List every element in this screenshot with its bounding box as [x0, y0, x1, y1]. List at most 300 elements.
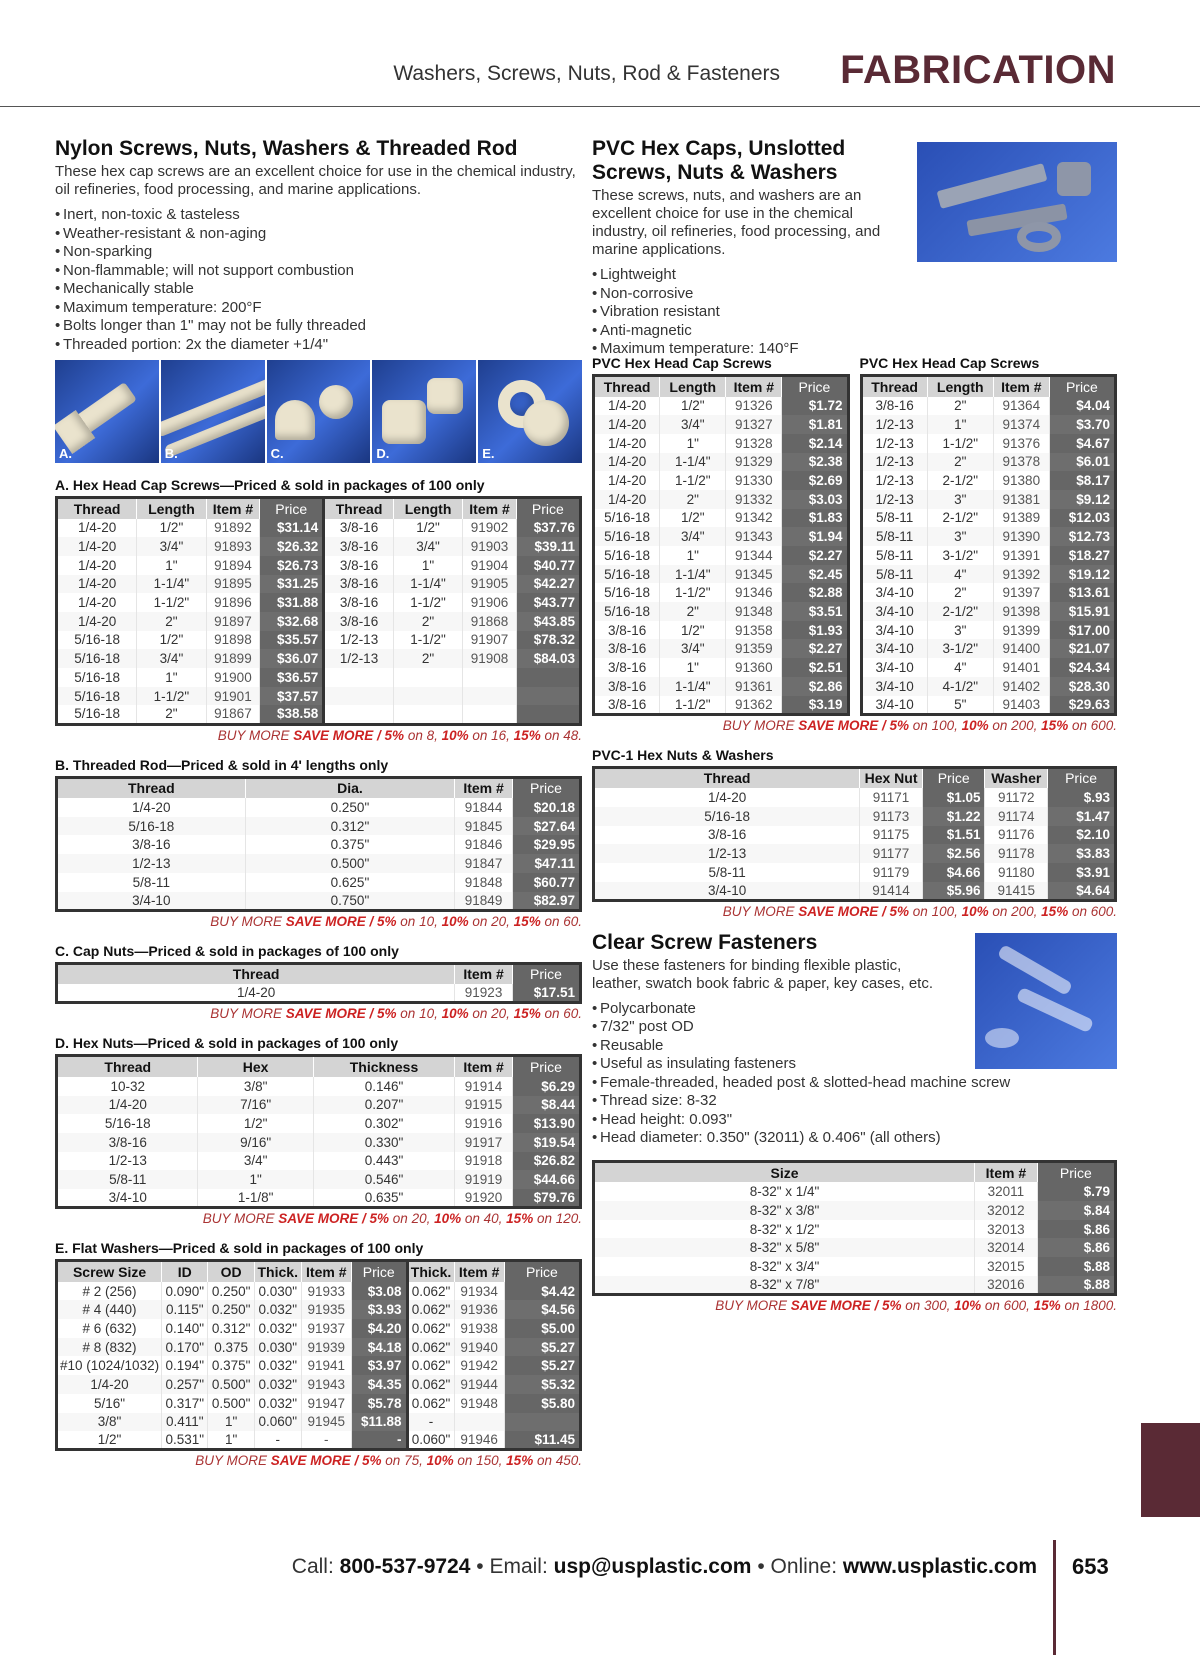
column-header: Screw Size — [57, 1261, 162, 1282]
table-cell: $12.73 — [1049, 527, 1115, 546]
column-header: Hex — [198, 1056, 313, 1077]
table-cell: $20.18 — [512, 798, 580, 817]
table-cell: 5/16-18 — [594, 583, 660, 602]
table-row — [57, 537, 581, 556]
bullet-item: • Non-sparking — [55, 243, 582, 262]
table-row — [594, 415, 849, 434]
table-cell: 3/8-16 — [324, 556, 394, 575]
table-cell: 2" — [927, 583, 993, 602]
table-row — [594, 788, 1116, 807]
table-cell: - — [254, 1431, 301, 1450]
table-cell: 91948 — [454, 1394, 504, 1413]
table-cell: 91918 — [455, 1152, 513, 1171]
table-cell: $1.05 — [922, 788, 985, 807]
bullet-item: • Non-flammable; will not support combustion — [55, 262, 582, 281]
table-cell: $31.14 — [260, 519, 324, 538]
table-row — [57, 687, 581, 706]
table-cell: 8-32" x 1/4" — [594, 1182, 975, 1201]
table-row — [594, 490, 849, 509]
table-cell: 3/4-10 — [861, 658, 927, 677]
column-header: Thread — [57, 777, 246, 798]
table-cell: 1" — [660, 434, 726, 453]
table-cell — [516, 687, 580, 706]
table-cell: 2" — [393, 649, 463, 668]
table-row — [594, 471, 849, 490]
table-cell: $4.64 — [1048, 882, 1116, 901]
column-header: Price — [922, 767, 985, 788]
table-cell: 5/8-11 — [57, 1170, 198, 1189]
table-cell: 5/8-11 — [861, 546, 927, 565]
table-cell: 91917 — [455, 1133, 513, 1152]
table-cell: 5/16-18 — [57, 631, 137, 650]
table-cell: 3/4" — [198, 1152, 313, 1171]
table-cell: 5/16-18 — [57, 1114, 198, 1133]
table-cell: $29.63 — [1049, 696, 1115, 715]
table-header-row — [57, 1056, 581, 1077]
column-header: Price — [260, 498, 324, 519]
table-cell: $.88 — [1037, 1257, 1115, 1276]
table-cell: 91380 — [993, 471, 1049, 490]
table-cell: $.86 — [1037, 1238, 1115, 1257]
table-cell: 0.140" — [162, 1319, 208, 1338]
page-number: 653 — [1072, 1554, 1109, 1579]
table-cell: 1/4-20 — [594, 434, 660, 453]
table-cell: 91343 — [726, 527, 782, 546]
table-cell: 0.032" — [254, 1394, 301, 1413]
column-header: Price — [1048, 767, 1116, 788]
table-clear-fasteners — [592, 1160, 1117, 1296]
table-hex-head-cap-screws — [55, 496, 582, 726]
table-cell: 3-1/2" — [927, 639, 993, 658]
table-cell: 1/4-20 — [594, 471, 660, 490]
table-cell: 1" — [208, 1413, 254, 1432]
table-row — [861, 490, 1116, 509]
table-cell: 0.032" — [254, 1375, 301, 1394]
table-cell: 3/4-10 — [861, 621, 927, 640]
table-cell: $5.80 — [504, 1394, 580, 1413]
column-header: Price — [516, 498, 580, 519]
table-cell: 0.443" — [313, 1152, 454, 1171]
table-cell: 0.115" — [162, 1300, 208, 1319]
table-cell: 91402 — [993, 677, 1049, 696]
table-row — [594, 658, 849, 677]
table-cell: 1/4-20 — [57, 556, 137, 575]
table-cell: 1/4-20 — [57, 1096, 198, 1115]
table-cell: 3/4" — [660, 527, 726, 546]
table-cell: 1" — [137, 668, 207, 687]
table-cell: 3/4" — [137, 649, 207, 668]
table-cell: 8-32" x 7/8" — [594, 1276, 975, 1295]
table-a-buy-more: BUY MORE SAVE MORE / 5% on 8, 10% on 16, 15% on 48. — [217, 727, 582, 743]
table-cell: 91939 — [301, 1338, 351, 1357]
table-cell: 0.750" — [245, 892, 455, 911]
table-row — [861, 602, 1116, 621]
table-cell: 0.250" — [208, 1282, 254, 1301]
table-row — [861, 621, 1116, 640]
table-cell: $19.54 — [512, 1133, 580, 1152]
table-cell: 5/8-11 — [57, 873, 246, 892]
photo-pvc-hardware — [917, 142, 1117, 262]
table-cell: $3.97 — [351, 1356, 407, 1375]
nylon-bullets — [55, 206, 582, 354]
table-cell: 3/8-16 — [324, 575, 394, 594]
table-cell: 91933 — [301, 1282, 351, 1301]
table-cell: $84.03 — [516, 649, 580, 668]
table-row — [57, 1114, 581, 1133]
table-cell: 1/2" — [57, 1431, 162, 1450]
table-cell: 0.062" — [407, 1338, 454, 1357]
table-cell: 0.302" — [313, 1114, 454, 1133]
table-row — [57, 1319, 581, 1338]
table-cell: 32016 — [975, 1276, 1038, 1295]
table-row — [594, 826, 1116, 845]
table-row — [594, 1182, 1116, 1201]
photo-hex-cap-screw: A. — [55, 360, 159, 463]
table-cell: 1-1/4" — [393, 575, 463, 594]
table-cell: 5/16-18 — [594, 546, 660, 565]
table-pvc-cap-screws-2 — [860, 374, 1118, 716]
table-cell: 91903 — [463, 537, 516, 556]
table-cell: $17.51 — [512, 984, 580, 1003]
table-cell: 91849 — [455, 892, 513, 911]
table-cell: 91403 — [993, 696, 1049, 715]
column-header: Price — [782, 376, 848, 397]
clear-buy-more: BUY MORE SAVE MORE / 5% on 300, 10% on 600, 15% on 1800. — [715, 1297, 1117, 1313]
table-cell: 0.625" — [245, 873, 455, 892]
table-row — [861, 696, 1116, 715]
table-cell: 3/4-10 — [861, 602, 927, 621]
table-cell: $28.30 — [1049, 677, 1115, 696]
section-tab — [1141, 1423, 1200, 1517]
table-cell: 1/4-20 — [594, 788, 860, 807]
table-cell: $5.78 — [351, 1394, 407, 1413]
bullet-item: • Thread size: 8-32 — [592, 1092, 1117, 1111]
bullet-item: • Useful as insulating fasteners — [592, 1055, 1117, 1074]
photo-threaded-rod: B. — [161, 360, 265, 463]
table-row — [594, 527, 849, 546]
table-header-row — [594, 376, 849, 397]
bullet-item: • Anti-magnetic — [592, 322, 892, 341]
table-cell: 3/4-10 — [57, 892, 246, 911]
table-cell: 91898 — [206, 631, 259, 650]
table-cell: $.84 — [1037, 1201, 1115, 1220]
table-cell — [463, 668, 516, 687]
table-cell: 91946 — [454, 1431, 504, 1450]
table-cell: 91171 — [860, 788, 923, 807]
table-cell: 1/4-20 — [594, 490, 660, 509]
table-cell: $26.32 — [260, 537, 324, 556]
table-cell: 91937 — [301, 1319, 351, 1338]
table-cell: 91390 — [993, 527, 1049, 546]
table-row — [57, 1170, 581, 1189]
table-cell: 3/8-16 — [594, 696, 660, 715]
table-cell: $36.07 — [260, 649, 324, 668]
column-header: Price — [512, 1056, 580, 1077]
table-cell: $5.27 — [504, 1356, 580, 1375]
table-cell: 91345 — [726, 565, 782, 584]
photo-cap-nut: C. — [267, 360, 371, 463]
table-cell: 1-1/2" — [137, 593, 207, 612]
column-header: Length — [137, 498, 207, 519]
table-cell — [393, 705, 463, 724]
table-cell: 0.032" — [254, 1356, 301, 1375]
table-cell: 1-1/2" — [393, 631, 463, 650]
table-cell: 91940 — [454, 1338, 504, 1357]
table-cell: 1" — [137, 556, 207, 575]
table-cell: $1.94 — [782, 527, 848, 546]
table-row — [861, 583, 1116, 602]
table-cell: 3/8-16 — [594, 658, 660, 677]
table-header-row — [861, 376, 1116, 397]
table-cell: $2.27 — [782, 546, 848, 565]
table-row — [57, 892, 581, 911]
table-cell: $35.57 — [260, 631, 324, 650]
table-cell: $2.51 — [782, 658, 848, 677]
table-cell: $2.88 — [782, 583, 848, 602]
table-cell: 1/2" — [137, 519, 207, 538]
table-row — [57, 1133, 581, 1152]
table-cell: 1" — [927, 415, 993, 434]
table-cell: $9.12 — [1049, 490, 1115, 509]
table-row — [594, 434, 849, 453]
table-hex-nuts — [55, 1054, 582, 1209]
table-cell: $3.19 — [782, 696, 848, 715]
table-cell: 91359 — [726, 639, 782, 658]
website-link[interactable]: www.usplastic.com — [842, 1555, 1037, 1578]
table-cell: 91376 — [993, 434, 1049, 453]
table-cell: 91900 — [206, 668, 259, 687]
table-cell: 2" — [660, 602, 726, 621]
table-cell: 1-1/2" — [660, 471, 726, 490]
table-cell: $1.83 — [782, 509, 848, 528]
table-cell: 2" — [927, 453, 993, 472]
table-d-buy-more: BUY MORE SAVE MORE / 5% on 20, 10% on 40, 15% on 120. — [202, 1211, 582, 1227]
column-header: Item # — [455, 777, 513, 798]
table-cell: 5/8-11 — [861, 565, 927, 584]
table-header-row — [594, 1161, 1116, 1182]
table-cell: 91938 — [454, 1319, 504, 1338]
table-row — [57, 575, 581, 594]
table-cell: 1/4-20 — [594, 397, 660, 416]
table-cell: 2" — [927, 397, 993, 416]
table-cell: 3/8" — [57, 1413, 162, 1432]
table-cell: # 6 (632) — [57, 1319, 162, 1338]
table-cell: 91414 — [860, 882, 923, 901]
table-c-buy-more: BUY MORE SAVE MORE / 5% on 10, 10% on 20, 15% on 60. — [210, 1006, 582, 1022]
table-cell: 91945 — [301, 1413, 351, 1432]
column-header: Length — [393, 498, 463, 519]
column-header: Thick. — [254, 1261, 301, 1282]
table-cell: 1/2" — [660, 397, 726, 416]
table-row — [57, 1431, 581, 1450]
email-link[interactable]: usp@usplastic.com — [553, 1555, 752, 1578]
table-cell: 91897 — [206, 612, 259, 631]
table-cell: # 4 (440) — [57, 1300, 162, 1319]
table-cell: $2.14 — [782, 434, 848, 453]
table-cell: $38.58 — [260, 705, 324, 724]
table-cell: 91364 — [993, 397, 1049, 416]
table-cell: $8.44 — [512, 1096, 580, 1115]
table-cell: 3/8-16 — [57, 1133, 198, 1152]
table-cell: 5/16-18 — [57, 649, 137, 668]
table-row — [594, 844, 1116, 863]
table-cell: 1/2-13 — [861, 490, 927, 509]
table-cell: 5/16-18 — [57, 687, 137, 706]
table-row — [57, 612, 581, 631]
table-row — [594, 621, 849, 640]
column-header: Thick. — [407, 1261, 454, 1282]
table-cell: 5/16-18 — [594, 602, 660, 621]
table-row — [57, 1189, 581, 1208]
table-cell: 91847 — [455, 854, 513, 873]
table-cell — [504, 1413, 580, 1432]
table-cell: $37.57 — [260, 687, 324, 706]
column-header: Item # — [726, 376, 782, 397]
column-header: Thread — [861, 376, 927, 397]
table-cell: 91893 — [206, 537, 259, 556]
table-cell: 3/4" — [137, 537, 207, 556]
table-cell: 2-1/2" — [927, 509, 993, 528]
photo-hex-nut: D. — [372, 360, 476, 463]
column-header: Price — [512, 777, 580, 798]
table-cell: $4.20 — [351, 1319, 407, 1338]
table-cell: 0.062" — [407, 1356, 454, 1375]
bullet-item: • Female-threaded, headed post & slotted-head machine screw — [592, 1074, 1117, 1093]
table-cell: $2.38 — [782, 453, 848, 472]
table-cell: 0.090" — [162, 1282, 208, 1301]
table-row — [57, 1077, 581, 1096]
table-cell: 91398 — [993, 602, 1049, 621]
table-cell: $3.70 — [1049, 415, 1115, 434]
table-cell: 0.312" — [208, 1319, 254, 1338]
table-row — [594, 882, 1116, 901]
table-header-row — [57, 498, 581, 519]
table-cell: 32011 — [975, 1182, 1038, 1201]
table-c-title: C. Cap Nuts—Priced & sold in packages of 100 only — [55, 942, 399, 959]
table-cell: 5/16-18 — [57, 668, 137, 687]
table-cell: 91936 — [454, 1300, 504, 1319]
table-cell: - — [351, 1431, 407, 1450]
table-cell: $6.01 — [1049, 453, 1115, 472]
table-cell: 91342 — [726, 509, 782, 528]
table-cell: 3" — [927, 490, 993, 509]
table-cell: 0.062" — [407, 1300, 454, 1319]
table-cell: $17.00 — [1049, 621, 1115, 640]
table-cell: 1/4-20 — [57, 798, 246, 817]
photo-flat-washer: E. — [478, 360, 582, 463]
table-cell: 32014 — [975, 1238, 1038, 1257]
table-cell: 3/8-16 — [324, 593, 394, 612]
table-row — [57, 705, 581, 724]
header-title: FABRICATION — [840, 48, 1116, 92]
table-cell: 3/4-10 — [861, 677, 927, 696]
table-cell: 91868 — [463, 612, 516, 631]
table-cell: 0.032" — [254, 1300, 301, 1319]
column-header: Thread — [57, 1056, 198, 1077]
table-cell: 91941 — [301, 1356, 351, 1375]
table-row — [57, 873, 581, 892]
table-cell: 91381 — [993, 490, 1049, 509]
table-cell: 5/8-11 — [861, 509, 927, 528]
table-cell: $26.73 — [260, 556, 324, 575]
table-cell: 3/8-16 — [594, 639, 660, 658]
photo-clear-fasteners — [975, 933, 1117, 1069]
table-row — [57, 556, 581, 575]
table-cell: $5.96 — [922, 882, 985, 901]
table-cell: 91348 — [726, 602, 782, 621]
table-cell: $3.51 — [782, 602, 848, 621]
table-cell: 1" — [208, 1431, 254, 1450]
table-cell — [324, 687, 394, 706]
table-row — [57, 1356, 581, 1375]
table-cell: 5/8-11 — [861, 527, 927, 546]
page-footer — [0, 1540, 1200, 1655]
table-cell: 10-32 — [57, 1077, 198, 1096]
table-cell: 91174 — [985, 807, 1048, 826]
table-cell: $37.76 — [516, 519, 580, 538]
table-cell: 0.330" — [313, 1133, 454, 1152]
bullet-item: • Mechanically stable — [55, 280, 582, 299]
bullet-item: • Inert, non-toxic & tasteless — [55, 206, 582, 225]
table-cell: 5/16-18 — [57, 817, 246, 836]
bullet-item: • Maximum temperature: 140°F — [592, 340, 892, 359]
table-cell: # 8 (832) — [57, 1338, 162, 1357]
table-cell: 91920 — [455, 1189, 513, 1208]
table-cell: 0.030" — [254, 1282, 301, 1301]
table-cell: 5/8-11 — [594, 863, 860, 882]
table-cell: 91915 — [455, 1096, 513, 1115]
table-row — [57, 668, 581, 687]
column-header: Thread — [594, 376, 660, 397]
table-cell: 3/8-16 — [594, 677, 660, 696]
table-cell: $1.51 — [922, 826, 985, 845]
table-cell: 91378 — [993, 453, 1049, 472]
table-cell: 1/4-20 — [57, 612, 137, 631]
table-cell: 91916 — [455, 1114, 513, 1133]
column-header: ID — [162, 1261, 208, 1282]
column-header: Item # — [454, 1261, 504, 1282]
table-cell: 3/4-10 — [57, 1189, 198, 1208]
table-cell: 1/2-13 — [861, 415, 927, 434]
table-row — [57, 984, 581, 1003]
table-cell: $4.35 — [351, 1375, 407, 1394]
table-cell: 91172 — [985, 788, 1048, 807]
table-cell: $43.85 — [516, 612, 580, 631]
table-cell: 0.500" — [208, 1375, 254, 1394]
table-row — [594, 583, 849, 602]
table-cell: $1.22 — [922, 807, 985, 826]
table-cell: 5/16-18 — [594, 509, 660, 528]
table-cell: 91326 — [726, 397, 782, 416]
table-row — [594, 1238, 1116, 1257]
column-header: Price — [512, 963, 580, 984]
table-cell: 8-32" x 3/4" — [594, 1257, 975, 1276]
column-header: Hex Nut — [860, 767, 923, 788]
table-row — [594, 509, 849, 528]
table-cell: $2.27 — [782, 639, 848, 658]
column-header: Length — [927, 376, 993, 397]
table-cell: 0.032" — [254, 1319, 301, 1338]
table-cell: 3/4" — [393, 537, 463, 556]
table-cell: 91180 — [985, 863, 1048, 882]
table-cell: 0.062" — [407, 1319, 454, 1338]
column-header: Item # — [455, 1056, 513, 1077]
table-cell: 8-32" x 3/8" — [594, 1201, 975, 1220]
table-cell: 91360 — [726, 658, 782, 677]
table-a-title: A. Hex Head Cap Screws—Priced & sold in packages of 100 only — [55, 477, 485, 493]
table-cell: 5/16-18 — [594, 527, 660, 546]
table-cell — [393, 687, 463, 706]
